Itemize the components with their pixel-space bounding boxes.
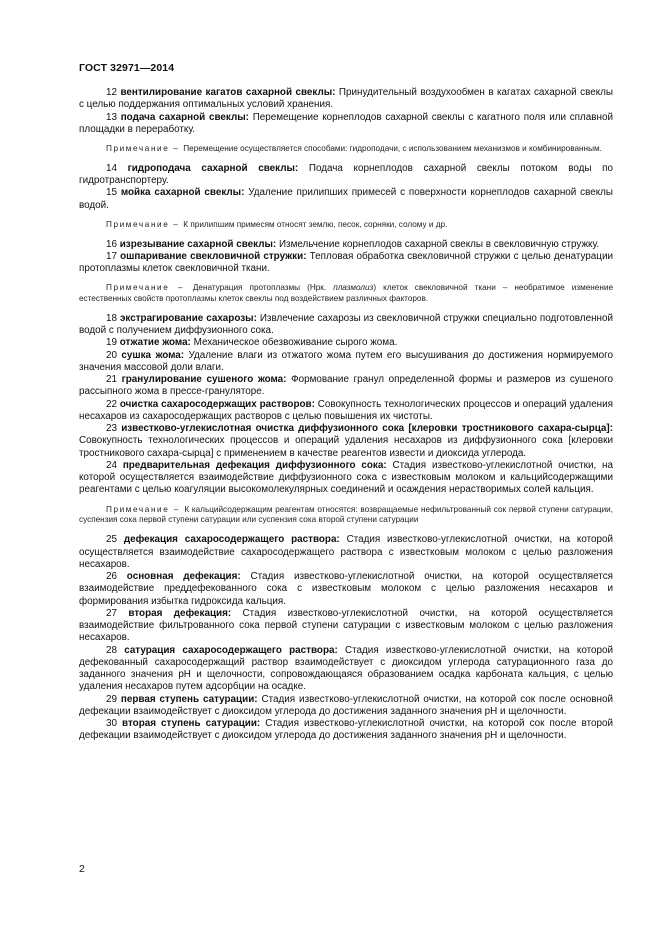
term-entry: 26 основная дефекация: Стадия известково-углекислотной очистки, на которой осуществляется взаимодействие преддефекованного сока с известковым молоком с целью разложения несахаров и формирования избытка гидроксида кальция. bbox=[79, 571, 614, 607]
term-entry: 23 известково-углекислотная очистка диффузионного сока [клеровки тростникового сахара-сырца]: Совокупность технологических процессов и операций удаления несахаров из диффузионного сока [клеровки тростникового сахара-сырца] с применением в качестве реагентов извести и диоксида углерода. bbox=[79, 423, 613, 459]
term-entry: 25 дефекация сахаросодержащего раствора: Стадия известково-углекислотной очистки, на которой осуществляется взаимодействие сахаросодержащего раствора с известковым молоком с целью разложения несахаров. bbox=[79, 534, 613, 570]
term-entry: 21 гранулирование сушеного жома: Формование гранул определенной формы и размеров из сушеного рассыпного жома в прессе-грануляторе. bbox=[79, 374, 613, 398]
note: Примечание – К кальцийсодержащим реагентам относятся: возвращаемые нефильтрованный сок первой ступени сатурации, суспензия сока первой ступени сатурации или суспензия сока второй ступени сатурации bbox=[79, 504, 613, 525]
note: Примечание – Денатурация протоплазмы (Нрк. плазмолиз) клеток свекловичной ткани – необратимое изменение естественных свойств протоплазмы клеток свеклы под воздействием различных факторов. bbox=[79, 283, 613, 304]
note: Примечание – К прилипшим примесям относят землю, песок, сорняки, солому и др. bbox=[106, 219, 448, 229]
term-entry: 27 вторая дефекация: Стадия известково-углекислотной очистки, на которой осуществляется взаимодействие фильтрованного сока первой ступени сатурации с известковым молоком с целью разложения несахаров. bbox=[79, 607, 613, 644]
note: Примечание – Перемещение осуществляется способами: гидроподачи, с использованием механизмов и комбинированным. bbox=[106, 144, 602, 153]
term-entry: 13 подача сахарной свеклы: Перемещение корнеплодов сахарной свеклы с кагатного поля или сплавной площадки в переработку. bbox=[79, 111, 613, 135]
term-entry: 17 ошпаривание свекловичной стружки: Тепловая обработка свекловичной стружки с целью денатурации протоплазмы клеток свекловичной ткани. bbox=[79, 250, 613, 275]
term-entry: 20 сушка жома: Удаление влаги из отжатого жома путем его высушивания до достижения нормируемого значения массовой доли влаги. bbox=[79, 349, 613, 373]
page-number: 2 bbox=[79, 863, 85, 875]
term-entry: 15 мойка сахарной свеклы: Удаление прилипших примесей с поверхности корнеплодов сахарной свеклы водой. bbox=[79, 187, 614, 211]
term-entry: 29 первая ступень сатурации: Стадия известково-углекислотной очистки, на которой сок после основной дефекации взаимодействует с диоксидом углерода до достижения заданного значения pH и щелочности. bbox=[79, 693, 614, 717]
term-entry: 12 вентилирование кагатов сахарной свеклы: Принудительный воздухообмен в кагатах сахарной свеклы с целью поддержания оптимальных условий хранения. bbox=[79, 87, 613, 111]
document-body bbox=[79, 87, 613, 743]
term-entry: 14 гидроподача сахарной свеклы: Подача корнеплодов сахарной свеклы потоком воды по гидротранспортеру. bbox=[79, 162, 613, 187]
term-entry: 16 изрезывание сахарной свеклы: Измельчение корнеплодов сахарной свеклы в свекловичную стружку. bbox=[106, 238, 600, 250]
term-entry: 30 вторая ступень сатурации: Стадия известково-углекислотной очистки, на которой сок после второй дефекации взаимодействует с диоксидом углерода до достижения заданного значения pH и щелочности. bbox=[79, 718, 613, 742]
term-entry: 18 экстрагирование сахарозы: Извлечение сахарозы из свекловичной стружки специально подготовленной водой с получением диффузионного сока. bbox=[79, 312, 613, 337]
term-entry: 28 сатурация сахаросодержащего раствора: Стадия известково-углекислотной очистки, на которой дефекованный сахаросодержащий раствор взаимодействует с диоксидом углерода сатурационного газа до заданного значения pH и щелочности, сопровождающаяся образованием осадка карбоната кальция, с целью удаления несахаров путем адсорбции на осадке. bbox=[79, 644, 613, 693]
term-entry: 24 предварительная дефекация диффузионного сока: Стадия известково-углекислотной очистки, на которой осуществляется взаимодействие диффузионного сока с известковым молоком и кальцийсодержащими реагентами с целью коагуляции высокомолекулярных соединений и осаждения нерастворимых солей кальция. bbox=[79, 459, 613, 496]
term-entry: 19 отжатие жома: Механическое обезвоживание сырого жома. bbox=[106, 337, 398, 349]
term-entry: 22 очистка сахаросодержащих растворов: Совокупность технологических процессов и операций удаления несахаров из сахаросодержащих растворов с целью повышения их чистоты. bbox=[79, 398, 614, 422]
document-header: ГОСТ 32971—2014 bbox=[79, 62, 175, 74]
